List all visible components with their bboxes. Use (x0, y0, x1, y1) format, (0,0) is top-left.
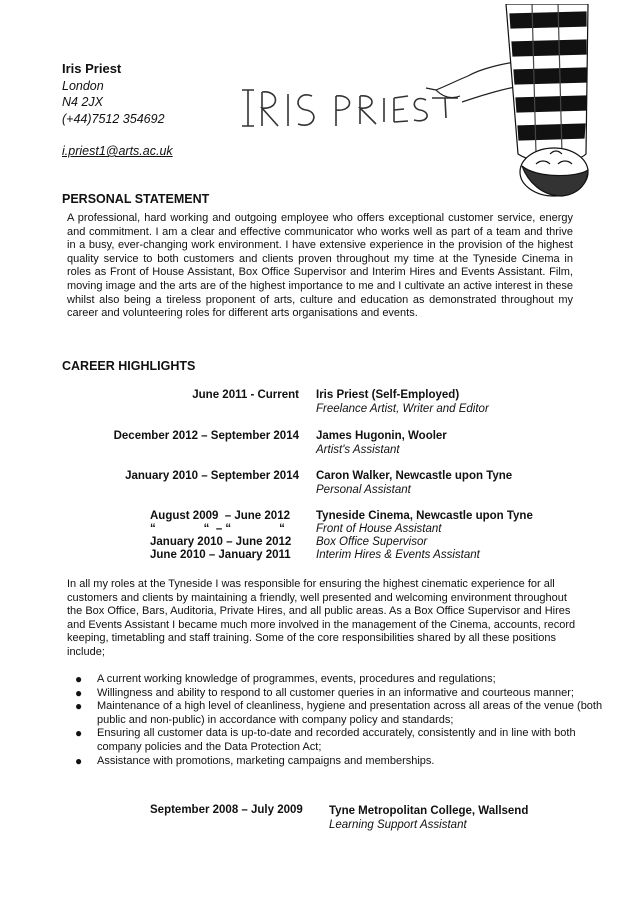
drawn-striped-figure (506, 4, 588, 162)
job-dates: June 2011 - Current (192, 389, 299, 401)
personal-statement-text: A professional, hard working and outgoing employee who offers exceptional customer service, energy and commitment. I am a clear and effective communicator who works well as part of a team and thrive in a busy, ever-changing work environment. I have extensive experience in the provision of the highest quality service to both customers and clients proven throughout my time at the Tyneside Cinema in roles as Front of House Assistant, Box Office Supervisor and Interim Hires and Events Assistant. Film, moving image and the arts are of the highest importance to me and I cultivate an active interest in these whilst also being a tireless proponent of arts, culture and education as demonstrated throughout my career and volunteering roles for different arts organisations and events. (67, 212, 573, 320)
job-dates: December 2012 – September 2014 (113, 430, 299, 442)
job-dates: September 2008 – July 2009 (150, 804, 303, 816)
contact-city: London (62, 78, 104, 93)
job-role: Interim Hires & Events Assistant (316, 549, 480, 561)
bullet-icon: ● (75, 726, 83, 741)
job-employer: Caron Walker, Newcastle upon Tyne (316, 470, 513, 482)
job-role: Box Office Supervisor (316, 536, 428, 548)
bullet-icon: ● (75, 672, 83, 686)
svg-text:IRIS PRIEST: IRIS PRIEST (236, 4, 242, 5)
bullet-icon: ● (75, 685, 83, 700)
tyneside-date: August 2009 – June 2012 (150, 510, 290, 522)
tyneside-roles (316, 510, 533, 562)
contact-block (62, 61, 173, 160)
responsibilities-list (67, 673, 609, 768)
personal-statement-heading: PERSONAL STATEMENT (62, 192, 210, 206)
applicant-name: Iris Priest (62, 61, 122, 76)
job-role: Personal Assistant (316, 484, 411, 496)
job-role: Artist's Assistant (316, 444, 400, 456)
list-item: ● Maintenance of a high level of cleanliness, hygiene and presentation across all areas of the venue (both public and non-public) in accordance with company policy and standards; (75, 699, 603, 726)
contact-postcode: N4 2JX (62, 95, 103, 109)
job-role: Learning Support Assistant (329, 819, 467, 831)
contact-email-link[interactable]: i.priest1@arts.ac.uk (62, 144, 173, 158)
list-item: ● Willingness and ability to respond to all customer queries in an informative and courteous manner; (75, 685, 574, 700)
job-employer: Iris Priest (Self-Employed) (316, 389, 460, 401)
tyneside-date: June 2010 – January 2011 (150, 549, 291, 561)
career-highlights-heading: CAREER HIGHLIGHTS (62, 359, 196, 373)
tyneside-dates (150, 510, 291, 562)
bullet-icon: ● (75, 753, 83, 768)
tyneside-date: January 2010 – June 2012 (150, 536, 292, 548)
hand-lettered-logo (236, 4, 458, 126)
job-employer: James Hugonin, Wooler (316, 430, 447, 442)
bullet-icon: ● (75, 699, 83, 714)
job-role: Freelance Artist, Writer and Editor (316, 403, 489, 415)
contact-phone: (+44)7512 354692 (62, 111, 165, 126)
job-employer: Tyne Metropolitan College, Wallsend (329, 805, 529, 817)
job-dates: January 2010 – September 2014 (125, 470, 299, 482)
list-item: ● A current working knowledge of programmes, events, procedures and regulations; (75, 672, 496, 686)
job-employer: Tyneside Cinema, Newcastle upon Tyne (316, 510, 533, 522)
tyneside-paragraph: In all my roles at the Tyneside I was responsible for ensuring the highest cinematic experience for all customers and clients by maintaining a friendly, well presented and welcoming environment throughout the Box Office, Bars, Auditoria, Private Hires, and all public areas. As a Box Office Supervisor and Hires and Events Assistant I became much more involved in the management of the Cinema, accounts, record keeping, timetabling and staff training. Some of the core responsibilities shared by all these positions include; (67, 578, 576, 658)
header-illustration (236, 4, 596, 200)
drawn-head (520, 148, 588, 196)
list-item: ● Assistance with promotions, marketing campaigns and memberships. (75, 753, 435, 768)
list-item: ● Ensuring all customer data is up-to-date and recorded accurately, consistently and in line with both company policies and the Data Protection Act; (75, 726, 576, 753)
job-role: Front of House Assistant (316, 523, 442, 535)
last-job (329, 804, 528, 832)
tyneside-date: “ “ – “ “ (150, 523, 285, 535)
